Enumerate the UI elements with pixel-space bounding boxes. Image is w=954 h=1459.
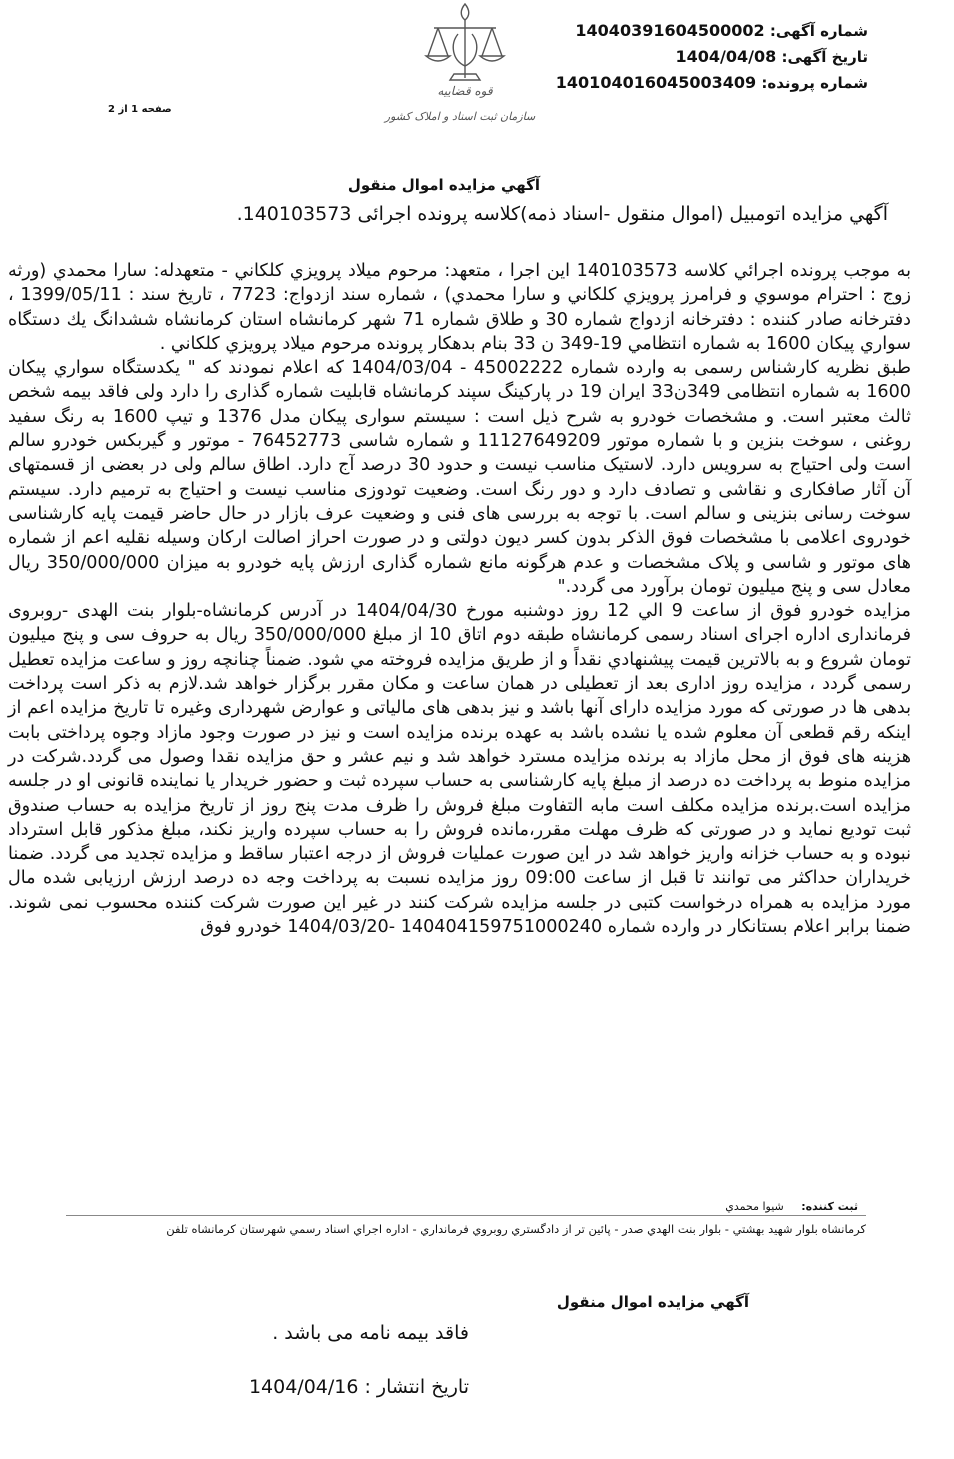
judiciary-emblem [380, 0, 540, 140]
emblem-caption: قوه قضاییه [437, 84, 493, 98]
ad-date-row [556, 44, 868, 70]
case-number-row [556, 70, 868, 96]
case-number-label: شماره پرونده: [761, 74, 868, 92]
case-number: 140104016045003409 [555, 73, 757, 92]
divider [66, 1215, 866, 1216]
body-paragraph: طبق نظريه كارشناس رسمی به وارده شماره 45002222 - 1404/03/04 كه اعلام نمودند كه " يكدستگاه سواري پيكان 1600 به شماره انتظامی 349ن33 ايران 19 در پاركينگ سپند كرمانشاه قابليت شماره گذاری را دارد ولی فاقد بيمه شخص ثالث معتبر است. و مشخصات خودرو به شرح ذيل است : سيستم سواری پيكان مدل 1376 و تيپ 1600 به رنگ سفيد روغنی ، سوخت بنزين و با شماره موتور 11127649209 و شماره شاسی 76452773 - موتور و گيربكس خودرو سالم است ولی احتياج به سرويس دارد. لاستيک مناسب نيست و حدود 30 درصد آج دارد. اطاق سالم ولی در بعضی از قسمتهای آن آثار صافكاری و نقاشی و تصادف دارد و دور رنگ است. وضعيت تودوزی مناسب نيست و احتياج به ترميم دارد. سيستم سوخت رسانی بنزينی و سالم است. با توجه به بررسی های فنی و وضعيت عرف بازار در حال حاضر قيمت پايه كارشناسی خودروی اعلامی با مشخصات فوق الذكر بدون كسر ديون دولتی و در صورت احراز اصالت اركان وسيله نقليه اعم از شماره های موتور و شاسی و پلاک مشخصات و عدم هرگونه مانع شماره گذاری ارزش پايه خودرو به ميزان 350/000/000 ريال معادل سی و پنج ميليون تومان برآورد می گردد." [8, 358, 911, 597]
insurance-note: فاقد بيمه نامه می باشد . [272, 1322, 469, 1344]
page-title: آگهي مزايده اموال منقول [347, 176, 540, 194]
ad-date: 1404/04/08 [675, 47, 777, 66]
ad-date-label: تاریخ آگهی: [781, 48, 868, 66]
page-indicator: صفحه 1 از 2 [108, 104, 172, 115]
header-meta [556, 18, 868, 96]
registrar-name: شيوا محمدي [725, 1200, 784, 1213]
body-paragraph: به موجب پرونده اجرائي كلاسه 140103573 اين اجرا ، متعهد: مرحوم ميلاد پرويزي كلكاني - متعهدله: سارا محمدي (ورثه زوج : احترام موسوي و فرامرز پرويزي كلكاني و سارا محمدي) ، شماره سند ازدواج: 7723 ، تاريخ سند : 1399/05/11 ، دفترخانه صادر كننده : دفترخانه ازدواج شماره 30 و طلاق شماره 71 شهر كرمانشاه استان كرمانشاه ششدانگ يك دستگاه سواري پيكان 1600 به شماره انتظامي 19-349 ن 33 بنام بدهكار پرونده مرحوم ميلاد پرويزي كلكاني . [8, 261, 911, 354]
ad-number-label: شماره آگهی: [769, 22, 868, 40]
registrar-label: ثبت كننده: [801, 1200, 858, 1213]
notice-body [8, 259, 911, 939]
ad-number-row [556, 18, 868, 44]
body-paragraph: مزايده خودرو فوق از ساعت 9 الي 12 روز دوشنبه مورخ 1404/04/30 در آدرس كرمانشاه-بلوار بنت الهدی -روبروی فرمانداری اداره اجرای اسناد رسمی كرمانشاه طبقه دوم اتاق 10 از مبلغ 350/000/000 ريال به حروف سی و پنج ميليون تومان شروع و به بالاترين قيمت پيشنهادي نقداً و از طريق مزايده فروخته مي شود. ضمناً چنانچه روز و ساعت مزايده تعطيل رسمی گردد ، مزايده روز اداری بعد از تعطيلی در همان ساعت و مكان مقرر برگزار خواهد شد.لازم به ذكر است پرداخت بدهی ها در صورتی كه مورد مزايده دارای آنها باشد و نيز بدهی های مالياتی و عوارض شهرداری وغيره تا تاريخ مزايده اعم از اينكه رقم قطعی آن معلوم شده يا نشده باشد به عهده برنده مزايده است و نيز در صورت وجود مازاد وجوه پرداختی بابت هزينه های فوق از محل مازاد به برنده مزايده مسترد خواهد شد و نيم عشر و حق مزايده نقدا وصول می گردد.شركت در مزايده منوط به پرداخت ده درصد از مبلغ پايه كارشناسی به حساب سپرده ثبت و حضور خريدار يا نماينده قانونی او در جلسه مزايده است.برنده مزايده مكلف است مابه التفاوت مبلغ فروش را ظرف مدت پنج روز از تاريخ مزايده به حساب صندوق ثبت توديع نمايد و در صورتی كه ظرف مهلت مقرر،مانده فروش را به حساب سپرده واريز نكند، مبلغ مذكور قابل استرداد نبوده و به حساب خزانه واريز خواهد شد در اين صورت عمليات فروش از درجه اعتبار ساقط و مزايده تجديد می گردد. ضمنا خريداران حداكثر می توانند تا قبل از ساعت 09:00 روز مزايده نسبت به پرداخت وجه ده درصد ارزش ارزيابی شده مال مورد مزايده به همراه درخواست كتبی در جلسه مزايده شركت كنند در غير اين صورت شركت كننده محسوب نمی شوند. ضمنا برابر اعلام بستانكار در وارده شماره 140404159751000240 -1404/03/20 خودرو فوق [8, 601, 911, 938]
publication-date: تاریخ انتشار : 1404/04/16 [248, 1376, 469, 1398]
ad-number: 14040391604500002 [575, 21, 765, 40]
scales-of-justice-icon [420, 0, 510, 86]
footer-title: آگهي مزايده اموال منقول [556, 1293, 749, 1311]
registrar [725, 1200, 858, 1213]
page-subtitle: آگهي مزايده اتومبيل (اموال منقول -اسناد ذمه)كلاسه پرونده اجرائی 140103573. [236, 203, 888, 225]
emblem-org-name: سازمان ثبت اسناد و املاک کشور [384, 110, 536, 123]
office-address: كرمانشاه بلوار شهيد بهشتي - بلوار بنت الهدي صدر - پائين تر از دادگستري روبروي فرمانداري - اداره اجراي اسناد رسمي شهرستان كرمانشاه تلفن [166, 1222, 866, 1236]
